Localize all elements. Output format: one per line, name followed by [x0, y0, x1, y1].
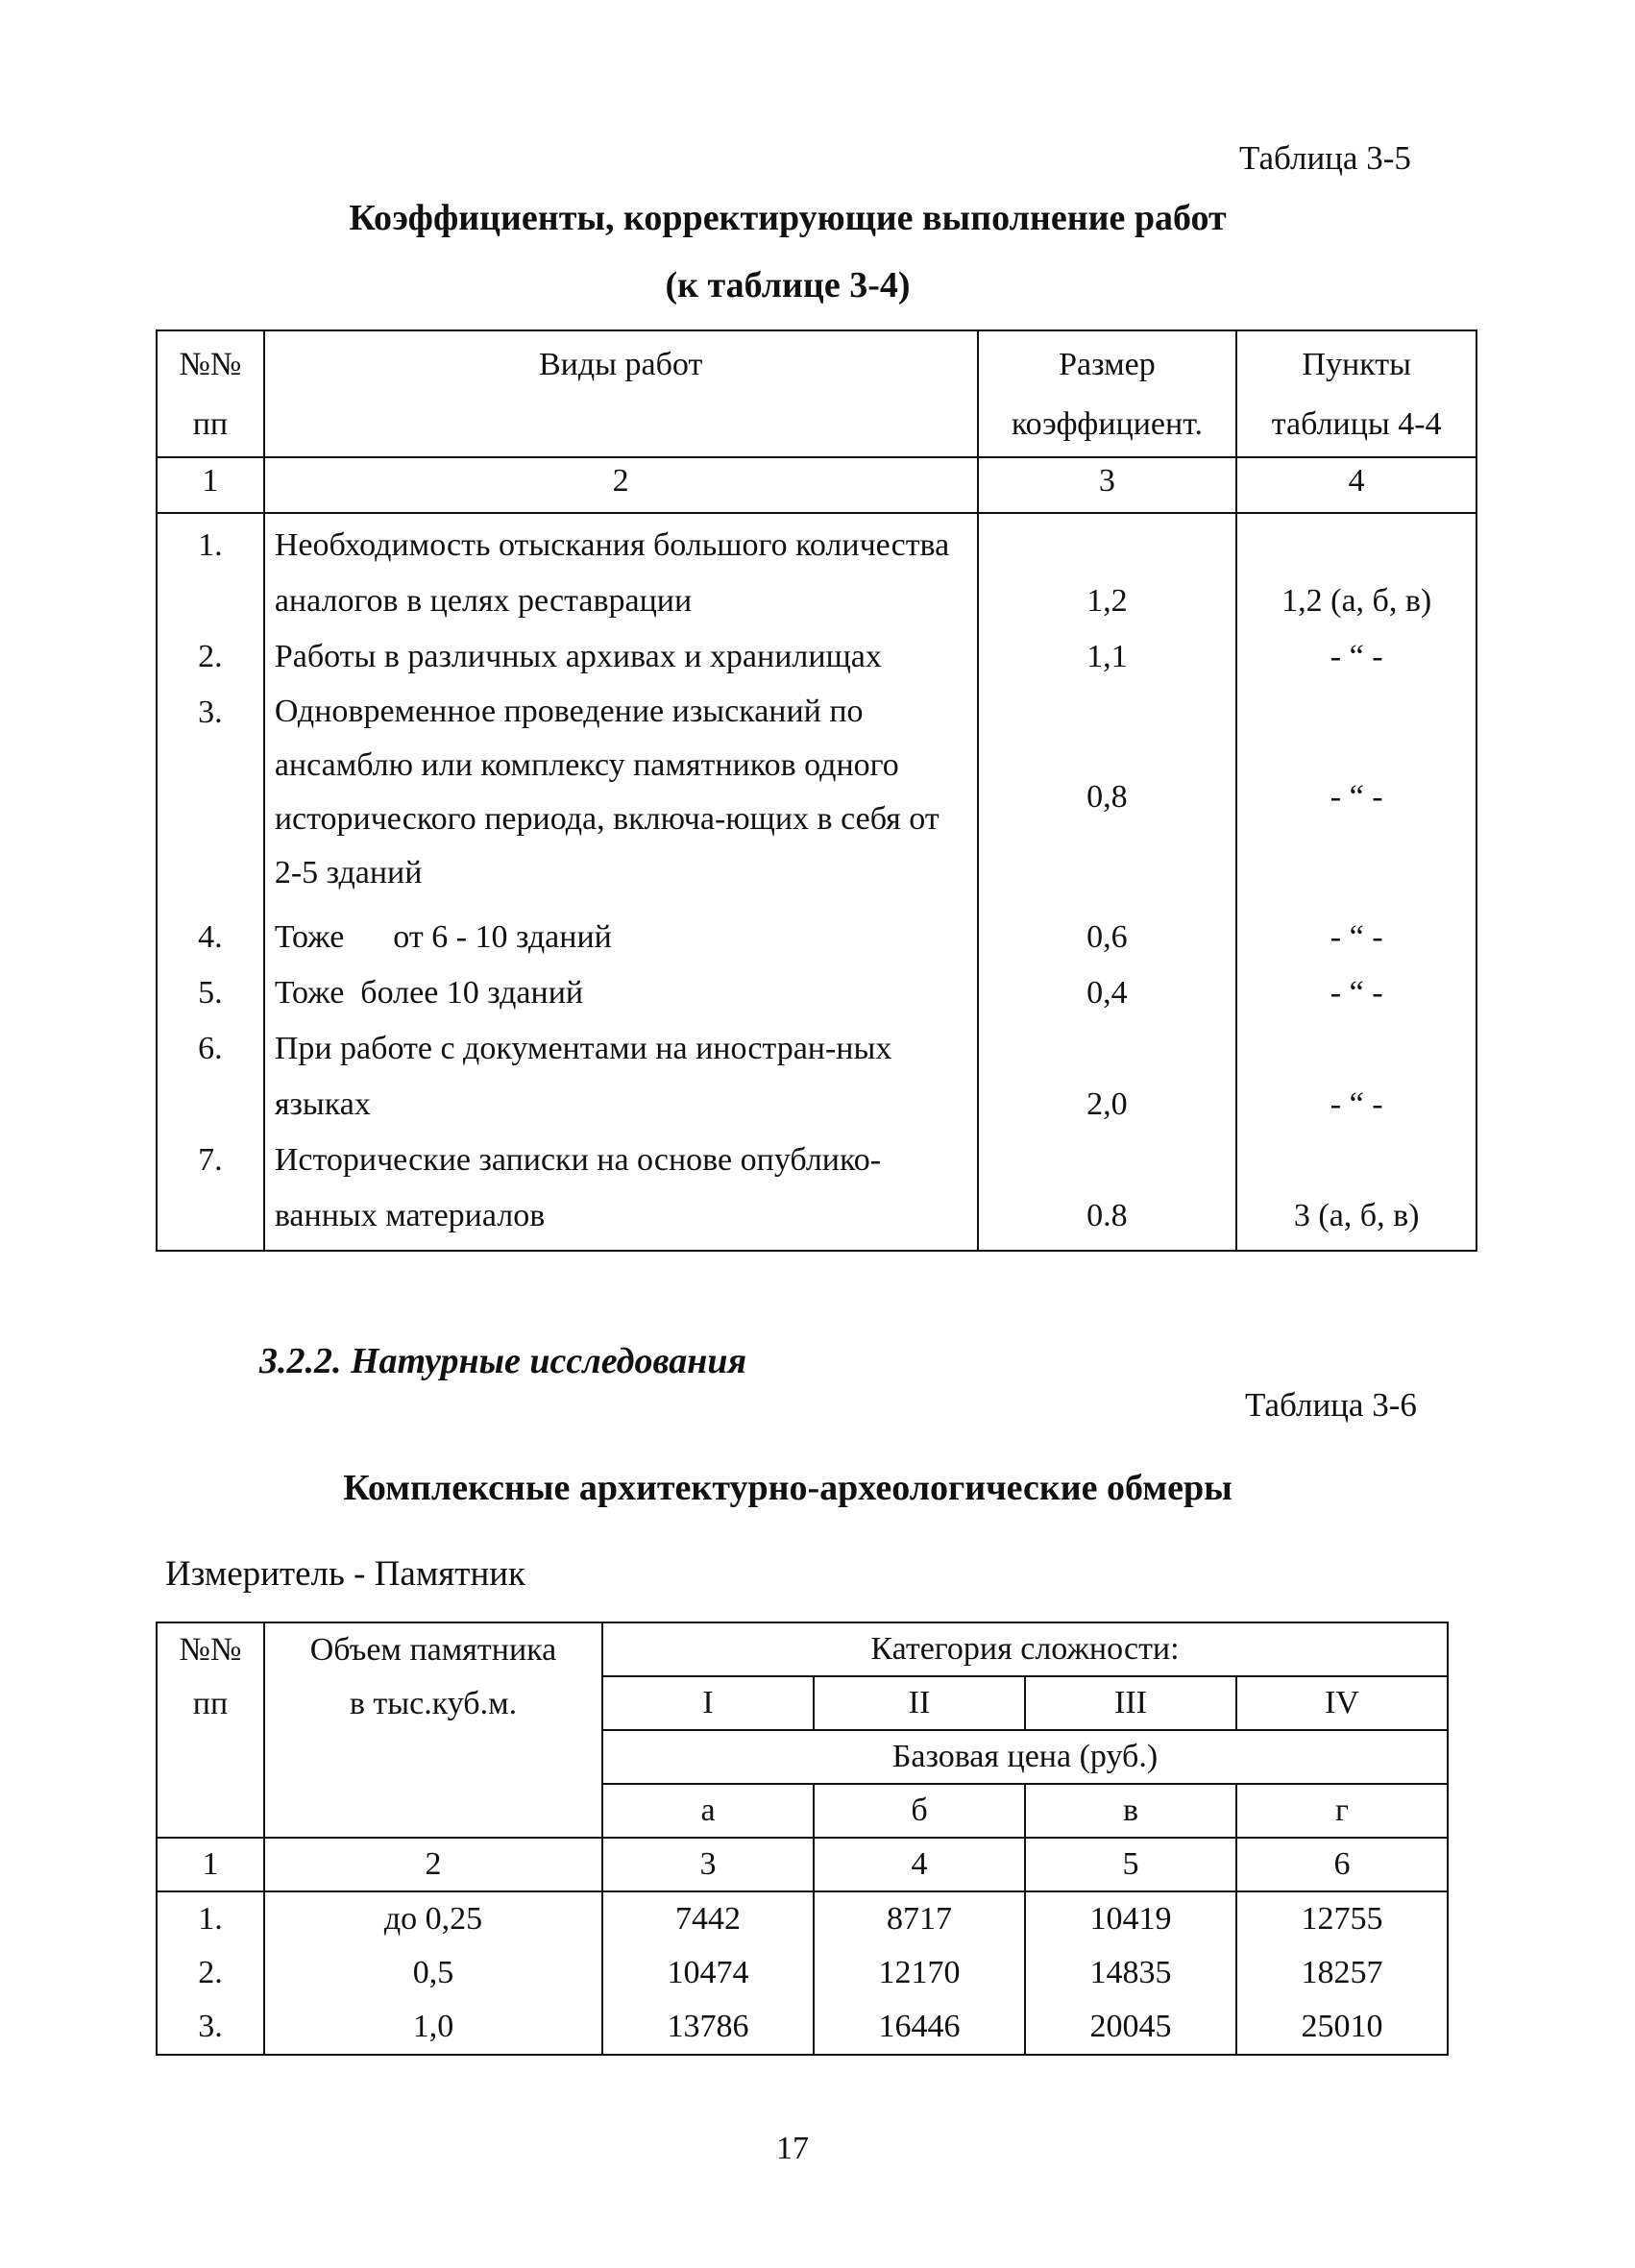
table-subtitle: (к таблице 3-4)	[665, 265, 911, 305]
header-ref: Пункты таблицы 4-4	[1236, 330, 1476, 457]
category-cell: III	[1025, 1676, 1236, 1730]
table-title: Коэффициенты, корректирующие выполнение работ	[349, 198, 1227, 238]
header-num: №№ пп	[157, 330, 264, 457]
table-row	[157, 1133, 1476, 1251]
category-cell: I	[602, 1676, 814, 1730]
row-text: Исторические записки на основе опублико-ванных материалов	[264, 1133, 978, 1251]
header-coef: Размер коэффициент.	[978, 330, 1237, 457]
row-ref: 3 (а, б, в)	[1236, 1133, 1476, 1251]
row-coef: 1,2	[978, 513, 1237, 629]
table-row	[157, 2000, 1448, 2055]
row-coef: 0.8	[978, 1133, 1237, 1251]
row-volume: 1,0	[264, 2000, 602, 2055]
col-number: 4	[1236, 457, 1476, 513]
row-ref: 1,2 (а, б, в)	[1236, 513, 1476, 629]
col-number: 4	[814, 1838, 1025, 1891]
header-volume: Объем памятника в тыс.куб.м.	[264, 1622, 602, 1838]
row-text: Тоже от 6 - 10 зданий	[264, 910, 978, 965]
row-text: Работы в различных архивах и хранилищах	[264, 629, 978, 685]
row-number: 3.	[157, 2000, 264, 2055]
row-number: 4.	[157, 910, 264, 965]
row-number: 1.	[157, 513, 264, 629]
table-row	[157, 629, 1476, 685]
header-num: №№ пп	[157, 1622, 264, 1838]
row-text: Одновременное проведение изысканий по ансамблю или комплексу памятников одного исторического периода, включа-ющих в себя от 2-5 зданий	[264, 685, 978, 910]
table-label: Таблица 3-6	[1245, 1386, 1417, 1424]
row-ref: - “ -	[1236, 910, 1476, 965]
letter-cell: б	[814, 1784, 1025, 1838]
table-row	[157, 965, 1476, 1021]
col-number: 2	[264, 1838, 602, 1891]
letter-cell: в	[1025, 1784, 1236, 1838]
row-coef: 0,6	[978, 910, 1237, 965]
row-number: 2.	[157, 1946, 264, 2000]
measurements-table	[156, 1622, 1449, 2056]
table-unit: Измеритель - Памятник	[165, 1554, 526, 1594]
price-a: 7442	[602, 1891, 814, 1946]
row-number: 2.	[157, 629, 264, 685]
row-text: Необходимость отыскания большого количества аналогов в целях реставрации	[264, 513, 978, 629]
price-d: 18257	[1236, 1946, 1448, 2000]
category-cell: II	[814, 1676, 1025, 1730]
col-number: 1	[157, 457, 264, 513]
row-number: 7.	[157, 1133, 264, 1251]
section-heading: 3.2.2. Натурные исследования	[259, 1341, 747, 1381]
col-number: 3	[978, 457, 1237, 513]
price-b: 12170	[814, 1946, 1025, 2000]
table-row	[157, 1891, 1448, 1946]
price-d: 25010	[1236, 2000, 1448, 2055]
column-number-row	[157, 1838, 1448, 1891]
price-a: 10474	[602, 1946, 814, 2000]
header-base-price: Базовая цена (руб.)	[602, 1730, 1448, 1784]
header-row	[157, 1622, 1448, 1676]
row-volume: до 0,25	[264, 1891, 602, 1946]
table-row	[157, 685, 1476, 910]
col-number: 5	[1025, 1838, 1236, 1891]
table-row	[157, 1021, 1476, 1133]
page-number: 17	[776, 2131, 809, 2166]
col-number: 2	[264, 457, 978, 513]
row-volume: 0,5	[264, 1946, 602, 2000]
column-number-row	[157, 457, 1476, 513]
price-b: 16446	[814, 2000, 1025, 2055]
category-cell: IV	[1236, 1676, 1448, 1730]
col-number: 6	[1236, 1838, 1448, 1891]
price-d: 12755	[1236, 1891, 1448, 1946]
price-c: 20045	[1025, 2000, 1236, 2055]
table-row	[157, 513, 1476, 629]
table-row	[157, 1946, 1448, 2000]
row-ref: - “ -	[1236, 1021, 1476, 1133]
coefficients-table	[156, 329, 1477, 1252]
header-category: Категория сложности:	[602, 1622, 1448, 1676]
row-ref: - “ -	[1236, 685, 1476, 910]
row-ref: - “ -	[1236, 965, 1476, 1021]
row-coef: 0,8	[978, 685, 1237, 910]
header-work: Виды работ	[264, 330, 978, 457]
price-b: 8717	[814, 1891, 1025, 1946]
row-coef: 1,1	[978, 629, 1237, 685]
table-label: Таблица 3-5	[1239, 139, 1411, 177]
row-number: 1.	[157, 1891, 264, 1946]
letter-cell: г	[1236, 1784, 1448, 1838]
table-title: Комплексные архитектурно-археологические обмеры	[343, 1468, 1232, 1508]
row-ref: - “ -	[1236, 629, 1476, 685]
header-row	[157, 330, 1476, 457]
letter-cell: а	[602, 1784, 814, 1838]
col-number: 3	[602, 1838, 814, 1891]
row-text: При работе с документами на иностран-ных языках	[264, 1021, 978, 1133]
row-coef: 0,4	[978, 965, 1237, 1021]
col-number: 1	[157, 1838, 264, 1891]
price-c: 14835	[1025, 1946, 1236, 2000]
row-number: 5.	[157, 965, 264, 1021]
table-row	[157, 910, 1476, 965]
row-text: Тоже более 10 зданий	[264, 965, 978, 1021]
price-a: 13786	[602, 2000, 814, 2055]
row-number: 6.	[157, 1021, 264, 1133]
row-number: 3.	[157, 685, 264, 910]
row-coef: 2,0	[978, 1021, 1237, 1133]
price-c: 10419	[1025, 1891, 1236, 1946]
